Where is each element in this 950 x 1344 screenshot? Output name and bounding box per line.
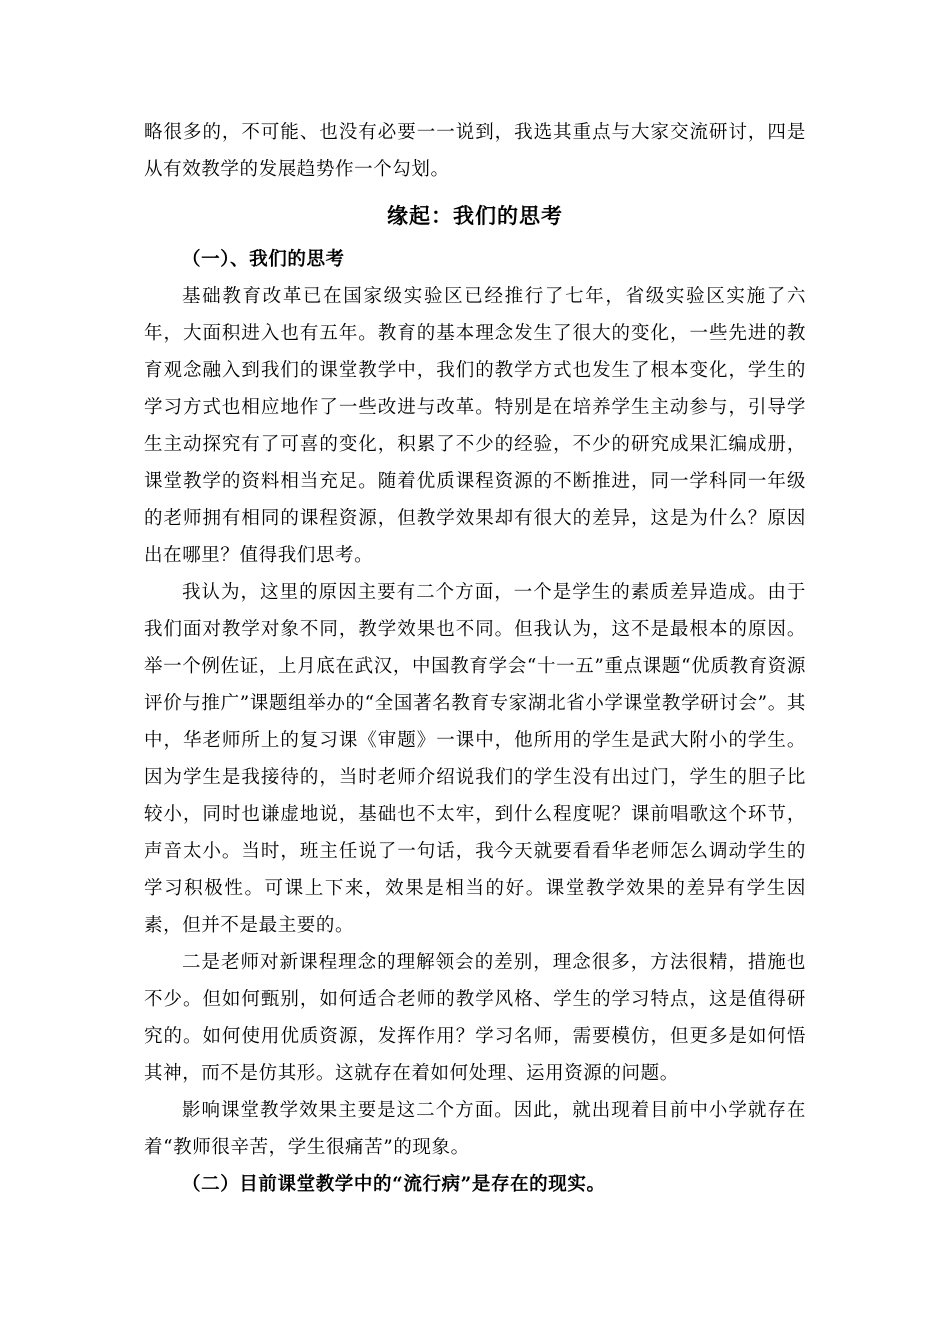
subheading-our-thinking: （一）、我们的思考 (182, 249, 345, 270)
intro-paragraph: 略很多的，不可能、也没有必要一一说到，我选其重点与大家交流研讨，四是从有效教学的发展趋势作一个勾划。 (144, 122, 806, 180)
paragraph-conclusion: 影响课堂教学效果主要是这二个方面。因此，就出现着目前中小学就存在着“教师很辛苦，学生很痛苦”的现象。 (144, 1100, 806, 1158)
document-body (144, 114, 806, 1203)
paragraph-reform-background: 基础教育改革已在国家级实验区已经推行了七年，省级实验区实施了六年，大面积进入也有五年。教育的基本理念发生了很大的变化，一些先进的教育观念融入到我们的课堂教学中，我们的教学方式也发生了根本变化，学生的学习方式也相应地作了一些改进与改革。特别是在培养学生主动参与，引导学生主动探究有了可喜的变化，积累了不少的经验，不少的研究成果汇编成册，课堂教学的资料相当充足。随着优质课程资源的不断推进，同一学科同一年级的老师拥有相同的课程资源，但教学效果却有很大的差异，这是为什么？原因出在哪里？值得我们思考。 (144, 286, 806, 566)
paragraph-teacher-factor: 二是老师对新课程理念的理解领会的差别，理念很多，方法很精，措施也不少。但如何甄别，如何适合老师的教学风格、学生的学习特点，这是值得研究的。如何使用优质资源，发挥作用？学习名师，需要模仿，但更多是如何悟其神，而不是仿其形。这就存在着如何处理、运用资源的问题。 (144, 952, 806, 1084)
paragraph-student-factor: 我认为，这里的原因主要有二个方面，一个是学生的素质差异造成。由于我们面对教学对象不同，教学效果也不同。但我认为，这不是最根本的原因。举一个例佐证，上月底在武汉，中国教育学会“十一五”重点课题“优质教育资源评价与推广”课题组举办的“全国著名教育专家湖北省小学课堂教学研讨会”。其中，华老师所上的复习课《审题》一课中，他所用的学生是武大附小的学生。因为学生是我接待的，当时老师介绍说我们的学生没有出过门，学生的胆子比较小，同时也谦虚地说，基础也不太牢，到什么程度呢？课前唱歌这个环节，声音太小。当时，班主任说了一句话，我今天就要看看华老师怎么调动学生的学习积极性。可课上下来，效果是相当的好。课堂教学效果的差异有学生因素，但并不是最主要的。 (144, 582, 806, 936)
subheading-popular-problems: （二）目前课堂教学中的“流行病”是存在的现实。 (182, 1174, 606, 1195)
section-title: 缘起：我们的思考 (387, 203, 563, 228)
